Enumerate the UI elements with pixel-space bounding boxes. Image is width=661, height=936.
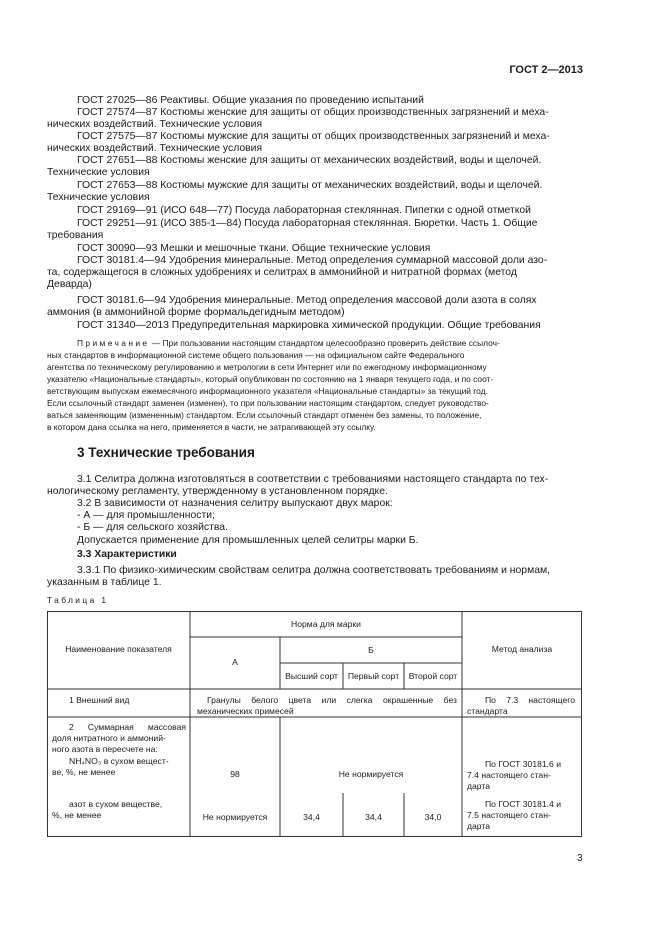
cell-line: дарта [467,781,491,792]
grade-b-item: - Б — для сельского хозяйства. [77,522,228,533]
reference-note [47,337,587,433]
ref-2 [47,107,582,131]
row1-value [197,695,457,717]
note-line: указателю «Национальные стандарты», который опубликован по состоянию на 1 января текущего года, и по соот- [47,374,494,384]
cell-line: доля нитратного и аммоний- [52,733,166,744]
ref-4 [47,155,582,179]
section-title: 3 Технические требования [77,445,255,460]
ref-line: Технические условия [47,192,150,204]
header-grade-norm: Норма для марки [291,619,361,629]
ref-line: ГОСТ 30181.4—94 Удобрения минеральные. Метод определения суммарной массовой доли азо- [77,255,548,266]
row2-sub2-grade-b-second: 34,0 [424,812,442,822]
note-line: Если ссылочный стандарт заменен (изменен), то при пользовании настоящим стандартом, следует руководство- [47,398,489,408]
row2-sub2-grade-b-first: 34,4 [365,812,382,822]
note-label: Примечание [77,338,150,348]
header-grade-b-first: Первый сорт [347,671,400,681]
row2-sub1-grade-a: 98 [230,769,240,779]
ref-line: та, содержащегося в сложных удобрениях и селитрах в аммонийной и нитратной формах (метод [47,267,517,279]
ref-8 [77,243,430,255]
cell-line: %, не менее [52,810,102,821]
ref-line: требования [47,230,104,242]
ref-line: ГОСТ 30090—93 Мешки и мешочные ткани. Общие технические условия [77,243,431,254]
row2-sub1-method [467,759,575,793]
cell-line: Гранулы белого цвета или слегка окрашенные без [207,695,457,705]
ref-10 [47,295,582,319]
ref-line: ГОСТ 27651—88 Костюмы женские для защиты от механических воздействий, воды и щелочей. [77,155,542,166]
para-line: нологическому регламенту, утвержденному в установленном порядке. [47,486,388,498]
subsection-title: 3.3 Характеристики [77,549,177,560]
cell-line: стандарта [467,706,508,717]
note-line: ных стандартов в информационной системе общего пользования — на официальном сайте Федерального [47,350,465,360]
para-line: 3.1 Селитра должна изготовляться в соответствии с требованиями настоящего стандарта по тех- [77,474,549,485]
cell-line: механических примесей [197,706,294,717]
cell-line: ного азота в пересчете на: [52,744,158,755]
note-line: ваться заменяющим (измененным) стандартом. Если ссылочный стандарт отменен без замены, то положение, [47,410,482,420]
document-header-id: ГОСТ 2—2013 [509,64,583,76]
note-first-line [47,337,587,349]
row1-method [467,695,575,717]
header-method: Метод анализа [491,644,553,654]
ref-line: аммония (в аммонийной форме формальдегидным методом) [47,307,345,319]
ref-line: ГОСТ 29169—91 (ИСО 648—77) Посуда лабораторная стеклянная. Пипетки с одной отметкой [77,205,531,216]
page-number: 3 [577,853,583,864]
row2-sub2-method [467,799,575,833]
ref-1 [77,95,424,107]
ref-line: ГОСТ 30181.6—94 Удобрения минеральные. Метод определения массовой доли азота в солях [77,295,537,306]
row1-indicator: 1 Внешний вид [69,695,130,705]
row2-sub1-grade-b: Не нормируется [338,769,404,779]
row2-sub2-indicator [52,799,186,821]
ref-line: ГОСТ 27575—87 Костюмы мужские для защиты от общих производственных загрязнений и меха- [77,131,550,142]
row2-sub2-grade-a: Не нормируется [202,812,268,822]
table-caption: Таблица 1 [47,595,109,605]
row2-sub1-indicator [52,756,186,778]
ref-line: ГОСТ 29251—91 (ИСО 385-1—84) Посуда лабораторная стеклянная. Бюретки. Часть 1. Общие [77,218,538,229]
cell-line: NH₄NO₃ в сухом вещест- [69,756,169,766]
note-line: — При пользовании настоящим стандартом целесообразно проверить действие ссылоч- [151,338,500,348]
row2-indicator [52,722,186,756]
cell-line: По ГОСТ 30181.6 и [485,759,562,769]
header-grade-a: А [232,657,238,667]
note-line: в котором дана ссылка на него, применяется в части, не затрагивающей эту ссылку. [47,422,376,432]
header-grade-b-second: Второй сорт [408,671,458,681]
paragraph-3-3-1 [47,565,582,589]
ref-5 [47,180,582,204]
industrial-use-paragraph: Допускается применение для промышленных целей селитры марки Б. [77,535,419,546]
header-grade-b-top: Высший сорт [285,671,338,681]
row2-sub2-grade-b-top: 34,4 [303,812,320,822]
cell-line: ве, %, не менее [52,767,116,778]
ref-11 [77,320,541,332]
ref-9 [47,255,582,292]
ref-6 [77,205,531,217]
note-line: ветствующим выпускам ежемесячного информационного указателя «Национальные стандарты» за текущий год. [47,386,488,396]
paragraph-3-2: 3.2 В зависимости от назначения селитру выпускают двух марок: [77,498,393,509]
para-line: 3.3.1 По физико-химическим свойствам селитра должна соответствовать требованиям и нормам, [77,565,551,576]
grade-a-item: - А — для промышленности; [77,510,215,521]
ref-line: ГОСТ 27025—86 Реактивы. Общие указания по проведению испытаний [77,95,424,106]
cell-line: дарта [467,821,491,832]
cell-line: азот в сухом веществе, [69,799,163,809]
ref-3 [47,131,582,155]
ref-line: ГОСТ 27653—88 Костюмы мужские для защиты от механических воздействий, воды и щелочей. [77,180,543,191]
paragraph-3-1 [47,474,582,498]
note-line: агентства по техническому регулированию и метрологии в сети Интернет или по ежегодному информационному [47,362,487,372]
ref-line: Технические условия [47,167,150,179]
ref-line: ГОСТ 27574—87 Костюмы женские для защиты от общих производственных загрязнений и меха- [77,107,549,118]
ref-7 [47,218,582,242]
cell-line: По 7.3 настоящего [485,695,575,705]
table-1 [47,611,582,837]
ref-line: нических воздействий. Технические условия [47,143,263,155]
ref-line: Деварда) [47,279,92,291]
cell-line: 7.5 настоящего стан- [467,810,551,821]
ref-line: ГОСТ 31340—2013 Предупредительная маркировка химической продукции. Общие требования [77,320,541,331]
para-line: указанным в таблице 1. [47,577,162,589]
header-grade-b: Б [368,645,374,655]
cell-line: 7.4 настоящего стан- [467,770,551,781]
cell-line: 2 Суммарная массовая [69,722,186,732]
header-indicator-name: Наименование показателя [65,644,172,654]
cell-line: По ГОСТ 30181.4 и [485,799,562,809]
ref-line: нических воздействий. Технические условия [47,119,263,131]
